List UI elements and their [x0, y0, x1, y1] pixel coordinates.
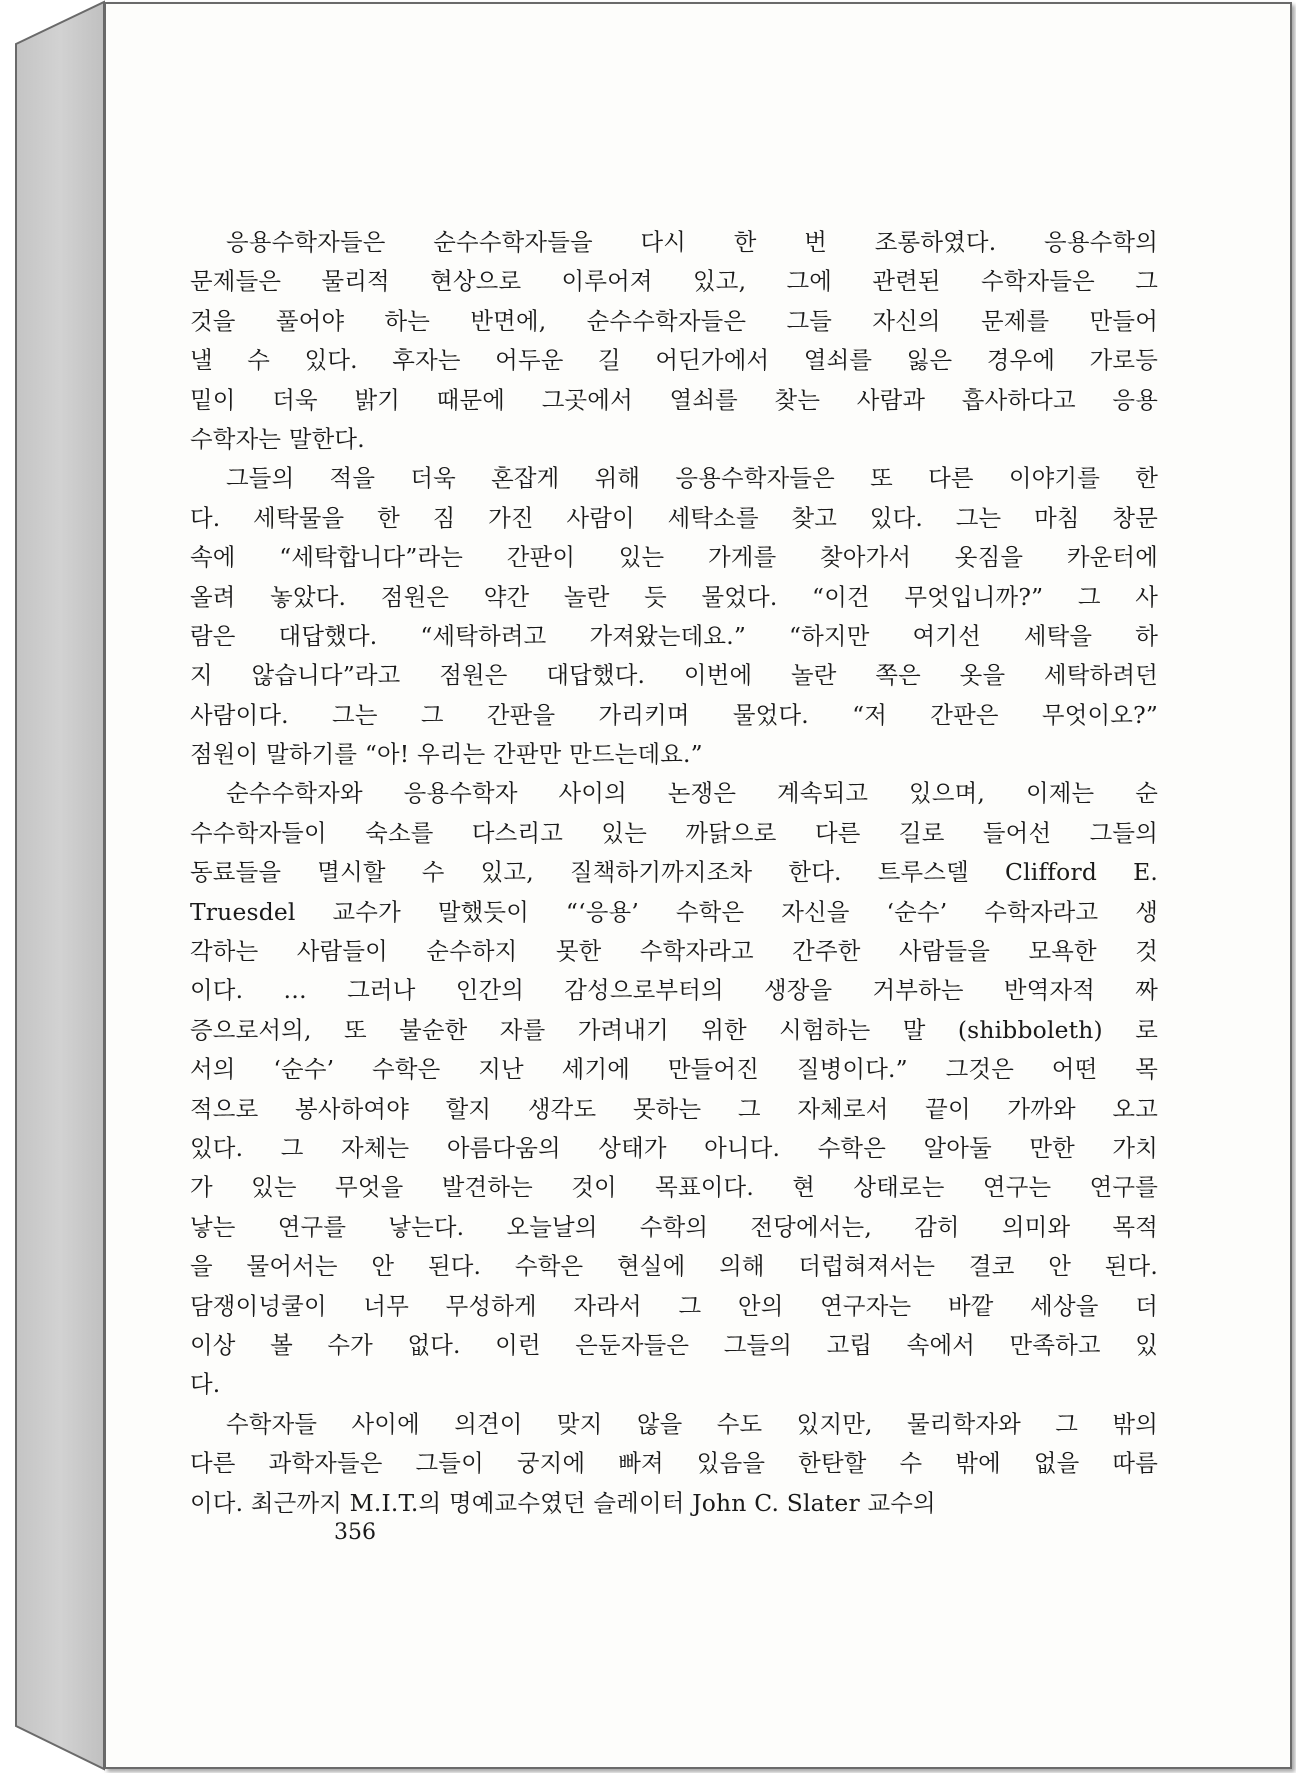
text-line: 있다. 그 자체는 아름다움의 상태가 아니다. 수학은 알아둘 만한 가치 [190, 1133, 1158, 1162]
text-line: 수학자들 사이에 의견이 맞지 않을 수도 있지만, 물리학자와 그 밖의 [226, 1409, 1158, 1438]
text-line: 순수수학자와 응용수학자 사이의 논쟁은 계속되고 있으며, 이제는 순 [226, 779, 1158, 808]
text-line: 을 물어서는 안 된다. 수학은 현실에 의해 더럽혀져서는 결코 안 된다. [190, 1252, 1158, 1281]
text-line: 수학자는 말한다. [190, 424, 365, 453]
text-line: 다. [190, 1370, 221, 1399]
text-line: 이다. … 그러나 인간의 감성으로부터의 생장을 거부하는 반역자적 짜 [190, 976, 1158, 1005]
paragraph [190, 1405, 1158, 1523]
text-line: 문제들은 물리적 현상으로 이루어져 있고, 그에 관련된 수학자들은 그 [190, 267, 1158, 296]
book-spine [0, 0, 110, 1773]
text-line: 밑이 더욱 밝기 때문에 그곳에서 열쇠를 찾는 사람과 흡사하다고 응용 [190, 385, 1158, 414]
text-line: 담쟁이넝쿨이 너무 무성하게 자라서 그 안의 연구자는 바깥 세상을 더 [190, 1291, 1158, 1320]
text-line: 이상 볼 수가 없다. 이런 은둔자들은 그들의 고립 속에서 만족하고 있 [190, 1330, 1158, 1359]
text-line: 점원이 말하기를 “아! 우리는 간판만 만드는데요.” [190, 740, 703, 769]
text-line: 수수학자들이 숙소를 다스리고 있는 까닭으로 다른 길로 들어선 그들의 [190, 818, 1158, 847]
body-text [190, 223, 1158, 1523]
text-line: 응용수학자들은 순수수학자들을 다시 한 번 조롱하였다. 응용수학의 [226, 228, 1158, 256]
text-line: 다른 과학자들은 그들이 궁지에 빠져 있음을 한탄할 수 밖에 없을 따름 [190, 1449, 1158, 1478]
paragraph [190, 774, 1158, 1404]
text-line: 사람이다. 그는 그 간판을 가리키며 물었다. “저 간판은 무엇이오?” [190, 700, 1158, 729]
text-line: 올려 놓았다. 점원은 약간 놀란 듯 물었다. “이건 무엇입니까?” 그 사 [190, 582, 1158, 611]
text-line: 이다. 최근까지 M.I.T.의 명예교수였던 슬레이터 John C. Slater 교수의 [190, 1488, 936, 1517]
text-line: 서의 ‘순수’ 수학은 지난 세기에 만들어진 질병이다.” 그것은 어떤 목 [190, 1055, 1158, 1084]
text-line: 낳는 연구를 낳는다. 오늘날의 수학의 전당에서는, 감히 의미와 목적 [190, 1212, 1158, 1241]
text-line: Truesdel 교수가 말했듯이 “‘응용’ 수학은 자신을 ‘순수’ 수학자라고 생 [190, 897, 1158, 926]
text-line: 다. 세탁물을 한 짐 가진 사람이 세탁소를 찾고 있다. 그는 마침 창문 [190, 503, 1158, 532]
text-line: 적으로 봉사하여야 할지 생각도 못하는 그 자체로서 끝이 가까와 오고 [190, 1094, 1158, 1123]
paragraph [190, 223, 1158, 459]
text-line: 그들의 적을 더욱 혼잡게 위해 응용수학자들은 또 다른 이야기를 한 [226, 464, 1158, 493]
text-line: 증으로서의, 또 불순한 자를 가려내기 위한 시험하는 말 (shibboleth) 로 [190, 1015, 1158, 1044]
text-line: 것을 풀어야 하는 반면에, 순수수학자들은 그들 자신의 문제를 만들어 [190, 306, 1158, 335]
text-line: 지 않습니다”라고 점원은 대답했다. 이번에 놀란 쪽은 옷을 세탁하려던 [190, 661, 1158, 690]
text-line: 각하는 사람들이 순수하지 못한 수학자라고 간주한 사람들을 모욕한 것 [190, 937, 1158, 966]
text-line: 속에 “세탁합니다”라는 간판이 있는 가게를 찾아가서 옷짐을 카운터에 [190, 543, 1158, 572]
text-line: 낼 수 있다. 후자는 어두운 길 어딘가에서 열쇠를 잃은 경우에 가로등 [190, 346, 1158, 375]
text-line: 람은 대답했다. “세탁하려고 가져왔는데요.” “하지만 여기선 세탁을 하 [190, 621, 1158, 650]
paragraph [190, 459, 1158, 774]
page-number: 356 [334, 1520, 376, 1545]
text-line: 가 있는 무엇을 발견하는 것이 목표이다. 현 상태로는 연구는 연구를 [190, 1173, 1158, 1202]
text-line: 동료들을 멸시할 수 있고, 질책하기까지조차 한다. 트루스델 Clifford E. [190, 858, 1158, 887]
